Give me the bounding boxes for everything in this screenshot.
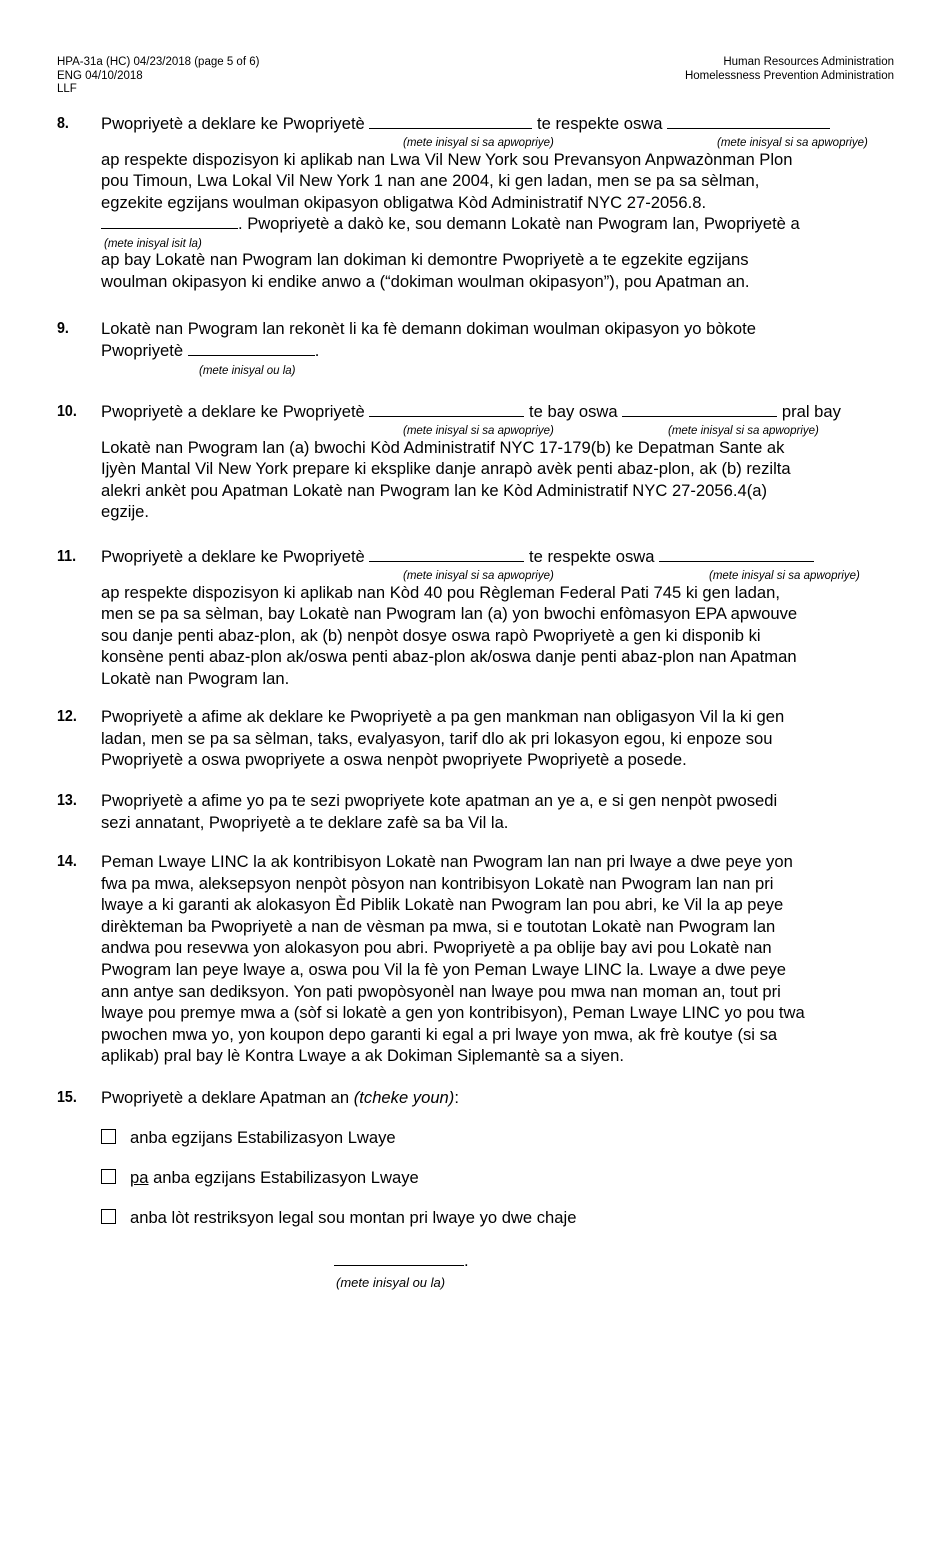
form-code: LLF [57,83,77,95]
clause-number: 13. [57,792,77,809]
clause-number: 12. [57,708,77,725]
initials-caption: (mete inisyal si sa apwopriye) [403,425,554,437]
owner-initials-field[interactable] [369,114,532,129]
form-id-header [57,56,259,97]
agency-division: Homelessness Prevention Administration [684,69,894,82]
initials-caption: (mete inisyal si sa apwopriye) [403,137,554,149]
checkbox-rent-stabilized[interactable] [101,1129,116,1144]
initials-here-field[interactable] [101,214,238,229]
agency-header [685,56,894,83]
clause-number: 15. [57,1089,77,1106]
option-other-restriction[interactable]: anba lòt restriksyon legal sou montan pri lwaye yo dwe chaje [101,1207,576,1229]
checkbox-not-rent-stabilized[interactable] [101,1169,116,1184]
clause-number: 8. [57,115,69,132]
form-number: HPA-31a (HC) 04/23/2018 (page 5 of 6) [57,56,260,68]
checkbox-other-restriction[interactable] [101,1209,116,1224]
initials-field[interactable] [334,1251,464,1266]
clause-number: 11. [57,548,77,565]
owner-initials-field[interactable] [667,114,830,129]
check-one-note: (tcheke youn) [353,1088,455,1107]
initials-caption: (mete inisyal si sa apwopriye) [717,137,868,149]
option-rent-stabilized[interactable]: anba egzijans Estabilizasyon Lwaye [101,1127,396,1149]
clause-number: 14. [57,853,77,870]
owner-initials-field[interactable] [369,402,524,417]
form-version: ENG 04/10/2018 [57,69,143,82]
agency-name: Human Resources Administration [723,56,894,68]
initials-field[interactable] [188,341,315,356]
initials-caption: (mete inisyal ou la) [199,365,296,377]
clause-number: 10. [57,403,77,420]
owner-initials-field[interactable] [369,547,524,562]
owner-initials-field[interactable] [622,402,777,417]
owner-initials-field[interactable] [659,547,814,562]
initials-caption: (mete inisyal si sa apwopriye) [668,425,819,437]
initials-caption: (mete inisyal si sa apwopriye) [709,570,860,582]
initials-caption: (mete inisyal ou la) [336,1275,446,1290]
initials-caption: (mete inisyal si sa apwopriye) [403,570,554,582]
option-not-rent-stabilized[interactable]: pa anba egzijans Estabilizasyon Lwaye [101,1167,419,1189]
initials-caption: (mete inisyal isit la) [104,238,202,250]
clause-15-initials: . [334,1250,469,1272]
clause-number: 9. [57,320,69,337]
